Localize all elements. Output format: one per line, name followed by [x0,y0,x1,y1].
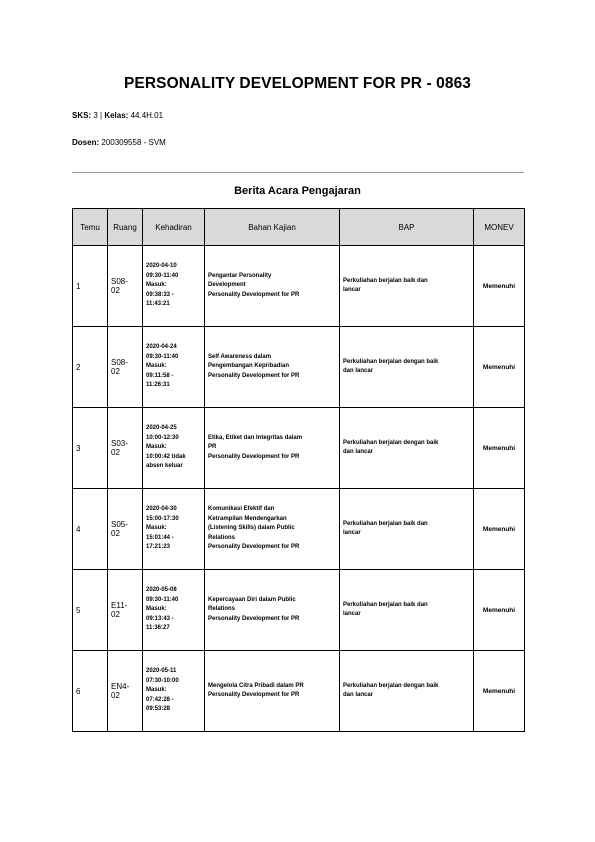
kehadiran-line: 2020-04-10 [146,263,177,270]
header-bahan-kajian: Bahan Kajian [205,209,340,246]
bap-line: dan lancar [343,692,374,698]
ruang-line: 02 [111,367,120,376]
kehadiran-line: Masuk: [146,687,167,694]
kehadiran-line: Masuk: [146,282,167,289]
cell-bap [340,408,474,489]
header-monev: MONEV [474,209,525,246]
kehadiran-line: 10:00-12:30 [146,434,179,441]
dosen-value: 200309558 - SVM [99,138,166,147]
kehadiran-line: 17:21:23 [146,544,171,551]
cell-bahan-kajian [205,651,340,732]
kehadiran-line: Masuk: [146,606,167,613]
ruang-line: S03- [111,439,128,448]
header-ruang: Ruang [108,209,143,246]
cell-bahan-kajian [205,246,340,327]
table-row [73,408,525,489]
bap-line: dan lancar [343,368,374,374]
cell-temu: 6 [73,651,108,732]
bahan-line: Personality Development for PR [208,544,300,551]
bap-line: Perkuliahan berjalan dengan baik [343,358,439,365]
bahan-line: Pengembangan Kepribadian [208,363,290,370]
header-temu: Temu [73,209,108,246]
cell-temu: 5 [73,570,108,651]
cell-temu: 2 [73,327,108,408]
bahan-line: Mengelola Citra Pribadi dalam PR [208,682,304,689]
bap-line: Perkuliahan berjalan baik dan [343,277,428,284]
kehadiran-line: absen keluar [146,463,183,470]
cell-kehadiran [143,246,205,327]
bahan-line: (Listening Skills) dalam Public [208,525,295,532]
bahan-line: Relations [208,606,236,613]
bahan-line: Personality Development for PR [208,291,300,298]
cell-monev: Memenuhi [474,570,525,651]
bahan-line: Relations [208,534,236,541]
kehadiran-line: 09:30-11:40 [146,596,179,603]
bahan-line: Pengantar Personality [208,272,272,279]
kehadiran-line: 2020-04-25 [146,425,177,432]
kehadiran-line: 10:00:42 tidak [146,453,186,460]
bahan-line: Self Awareness dalam [208,353,272,360]
cell-ruang [108,246,143,327]
kehadiran-line: 09:30-11:40 [146,353,179,360]
cell-ruang [108,408,143,489]
ruang-line: 02 [111,610,120,619]
bahan-line: PR [208,444,217,451]
cell-temu: 1 [73,246,108,327]
dosen-label: Dosen: [72,138,100,147]
cell-bahan-kajian [205,408,340,489]
table-row [73,246,525,327]
cell-bahan-kajian [205,327,340,408]
cell-bap [340,651,474,732]
ruang-line: 02 [111,448,120,457]
cell-temu: 3 [73,408,108,489]
kehadiran-line: 09:11:58 - [146,372,174,379]
bap-line: dan lancar [343,449,374,455]
sks-label: SKS: [72,111,92,120]
bap-line: lancar [343,611,361,617]
bahan-line: Personality Development for PR [208,372,300,379]
cell-monev: Memenuhi [474,246,525,327]
kehadiran-line: 09:53:28 [146,706,171,713]
kehadiran-line: 15:01:44 - [146,534,174,541]
cell-ruang [108,489,143,570]
cell-kehadiran [143,570,205,651]
cell-kehadiran [143,327,205,408]
bap-line: lancar [343,530,361,536]
cell-bap [340,246,474,327]
kelas-label: Kelas: [104,111,129,120]
bahan-line: Personality Development for PR [208,453,300,460]
ruang-line: 02 [111,691,120,700]
table-header-row [73,209,525,246]
table-row [73,570,525,651]
cell-ruang [108,570,143,651]
kehadiran-line: 09:13:43 - [146,615,174,622]
teaching-report-table [72,208,525,732]
divider [72,172,524,173]
cell-bap [340,570,474,651]
kehadiran-line: Masuk: [146,444,167,451]
kehadiran-line: 2020-05-11 [146,668,177,675]
bap-line: lancar [343,287,361,293]
cell-monev: Memenuhi [474,408,525,489]
table-row [73,651,525,732]
kehadiran-line: Masuk: [146,525,167,532]
cell-kehadiran [143,408,205,489]
bap-line: Perkuliahan berjalan dengan baik [343,682,439,689]
section-title: Berita Acara Pengajaran [234,185,361,197]
kelas-value: 44.4H.01 [128,111,164,120]
kehadiran-line: 09:30-11:40 [146,272,179,279]
table-row [73,327,525,408]
bahan-line: Kepercayaan Diri dalam Public [208,596,296,603]
cell-kehadiran [143,651,205,732]
header-bap: BAP [340,209,474,246]
document-title: PERSONALITY DEVELOPMENT FOR PR - 0863 [123,75,472,92]
sks-value: 3 | [91,111,105,120]
cell-bap [340,327,474,408]
kehadiran-line: 15:00-17:30 [146,515,179,522]
table-row [73,489,525,570]
course-info [72,111,163,120]
ruang-line: S08- [111,358,128,367]
bahan-line: Etika, Etiket dan Integritas dalam [208,434,303,441]
cell-bahan-kajian [205,570,340,651]
kehadiran-line: 11:36:27 [146,625,170,632]
ruang-line: EN4- [111,682,130,691]
cell-ruang [108,327,143,408]
kehadiran-line: 07:42:28 - [146,696,174,703]
cell-bap [340,489,474,570]
kehadiran-line: 07:30-10:00 [146,677,179,684]
kehadiran-line: 2020-05-08 [146,587,177,594]
cell-monev: Memenuhi [474,651,525,732]
ruang-line: S05- [111,520,128,529]
cell-bahan-kajian [205,489,340,570]
bap-line: Perkuliahan berjalan baik dan [343,520,428,527]
bahan-line: Personality Development for PR [208,692,300,698]
header-kehadiran: Kehadiran [143,209,205,246]
kehadiran-line: 2020-04-30 [146,506,177,513]
kehadiran-line: 11:26:31 [146,382,170,389]
cell-temu: 4 [73,489,108,570]
bahan-line: Komunikasi Efektif dan [208,506,275,513]
ruang-line: 02 [111,286,120,295]
ruang-line: S08- [111,277,128,286]
kehadiran-line: 09:38:33 - [146,291,174,298]
bahan-line: Development [208,282,246,289]
cell-kehadiran [143,489,205,570]
cell-ruang [108,651,143,732]
kehadiran-line: 11:43:21 [146,301,170,308]
cell-monev: Memenuhi [474,489,525,570]
bap-line: Perkuliahan berjalan dengan baik [343,439,439,446]
bahan-line: Personality Development for PR [208,615,300,622]
kehadiran-line: 2020-04-24 [146,344,177,351]
kehadiran-line: Masuk: [146,363,167,370]
cell-monev: Memenuhi [474,327,525,408]
bap-line: Perkuliahan berjalan baik dan [343,601,428,608]
bahan-line: Ketrampilan Mendengarkan [208,515,287,522]
ruang-line: E11- [111,601,128,610]
ruang-line: 02 [111,529,120,538]
lecturer-info [72,138,166,147]
